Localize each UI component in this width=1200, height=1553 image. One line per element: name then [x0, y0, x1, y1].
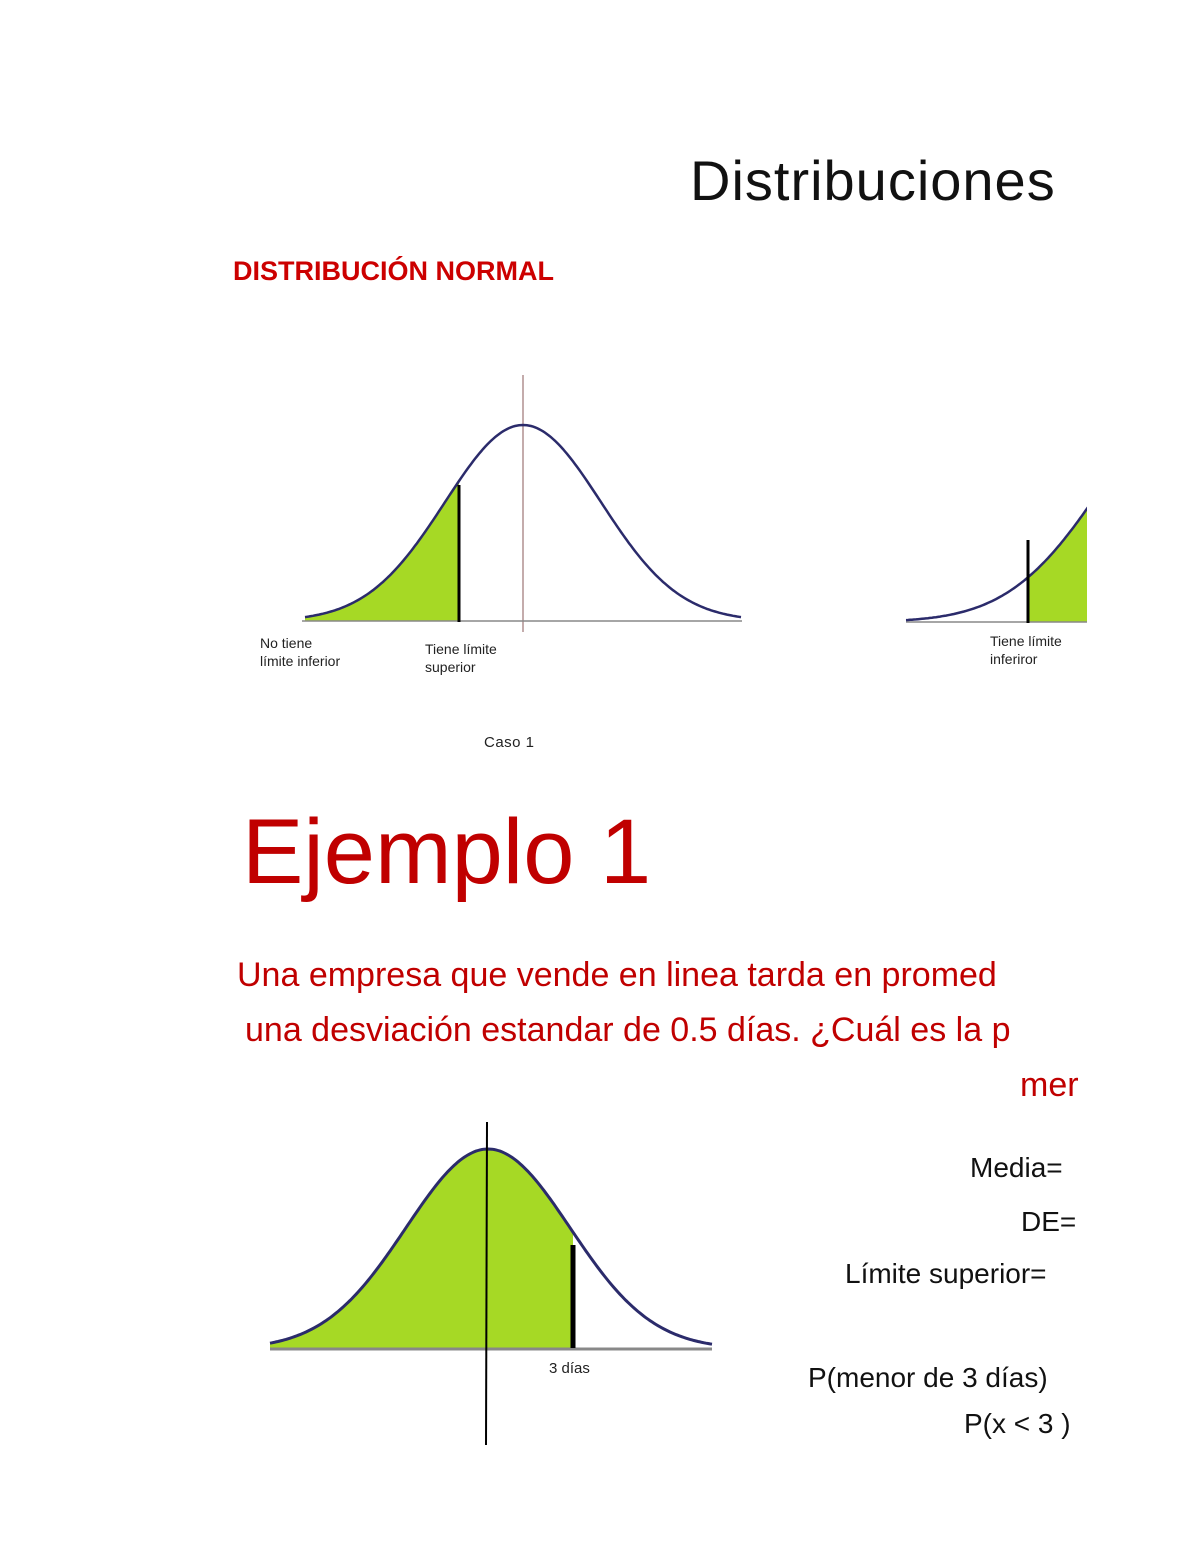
label-3-days: 3 días — [549, 1360, 590, 1377]
mean-line — [486, 1122, 487, 1445]
problem-line-2: una desviación estandar de 0.5 días. ¿Cuál es la p — [245, 1011, 1011, 1049]
problem-line-3: mer — [1020, 1066, 1079, 1104]
shaded-area-below-3-days — [270, 1149, 573, 1349]
label-lower-limit: Tiene límite inferiror — [990, 633, 1062, 667]
problem-line-1: Una empresa que vende en linea tarda en promed — [237, 956, 997, 994]
normal-curve-example — [268, 1120, 718, 1450]
label-upper-limit: Tiene límite superior — [425, 641, 497, 675]
page-title: Distribuciones — [690, 149, 1056, 212]
de-label: DE= — [1021, 1206, 1077, 1237]
probability-text: P(menor de 3 días) — [808, 1362, 1048, 1393]
limite-superior-label: Límite superior= — [845, 1258, 1047, 1289]
figure-background — [300, 370, 740, 625]
figure-caption: Caso 1 — [484, 734, 535, 751]
shaded-area-right-tail — [1028, 392, 1087, 622]
example-title: Ejemplo 1 — [242, 801, 652, 903]
media-label: Media= — [970, 1152, 1063, 1183]
section-heading: DISTRIBUCIÓN NORMAL — [233, 256, 554, 286]
probability-expression: P(x < 3 ) — [964, 1408, 1071, 1439]
label-no-lower-limit: No tiene límite inferior — [260, 635, 341, 669]
